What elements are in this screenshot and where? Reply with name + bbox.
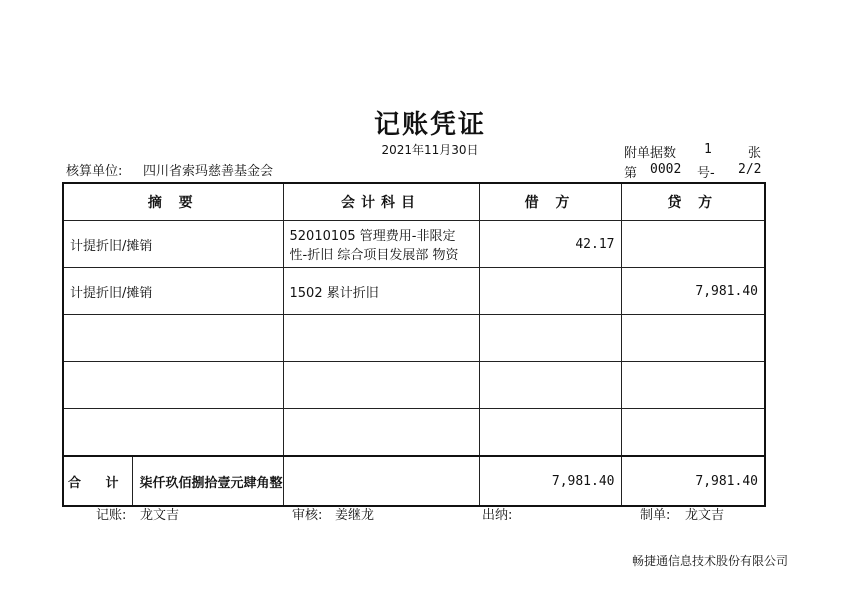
total-row — [63, 456, 765, 506]
voucher-title: 记账凭证 — [373, 110, 486, 140]
row-credit — [621, 362, 765, 409]
row-account — [283, 362, 479, 409]
total-debit: 7,981.40 — [479, 456, 621, 506]
row-credit — [621, 221, 765, 268]
voucher-number: 0002 — [650, 162, 682, 177]
voucher-page: 2/2 — [738, 162, 762, 177]
table-row — [63, 268, 765, 315]
total-label-cell — [63, 456, 283, 506]
table-header-row — [63, 183, 765, 221]
row-account — [283, 409, 479, 457]
preparer-label: 制单: — [640, 508, 671, 523]
preparer-name: 龙文吉 — [685, 508, 725, 523]
row-debit — [479, 409, 621, 457]
table-row — [63, 315, 765, 362]
row-summary: 计提折旧/摊销 — [63, 268, 283, 315]
footer-company: 畅捷通信息技术股份有限公司 — [632, 554, 789, 568]
header-debit: 借 方 — [479, 183, 621, 221]
accounting-unit-label: 核算单位: — [66, 164, 123, 179]
attachment-label: 附单据数 — [624, 146, 677, 161]
total-amount-words: 柒仟玖佰捌拾壹元肆角整 — [139, 475, 283, 491]
reviewer-label: 审核: — [292, 508, 323, 523]
row-account: 52010105 管理费用-非限定性-折旧 综合项目发展部 物资 — [283, 221, 479, 268]
row-account: 1502 累计折旧 — [283, 268, 479, 315]
reviewer-name: 姜继龙 — [335, 508, 375, 523]
row-summary — [63, 315, 283, 362]
table-row — [63, 362, 765, 409]
row-credit — [621, 315, 765, 362]
voucher-number-suffix: 号- — [697, 166, 715, 181]
row-summary — [63, 409, 283, 457]
bookkeeper-name: 龙文吉 — [140, 508, 180, 523]
row-credit — [621, 409, 765, 457]
row-summary — [63, 362, 283, 409]
table-row — [63, 221, 765, 268]
row-debit — [479, 362, 621, 409]
total-credit: 7,981.40 — [621, 456, 765, 506]
table-row — [63, 409, 765, 457]
voucher-date: 2021年11月30日 — [381, 143, 479, 157]
header-summary: 摘 要 — [63, 183, 283, 221]
total-label: 合 计 — [64, 457, 133, 505]
row-account — [283, 315, 479, 362]
voucher-table — [62, 182, 766, 507]
voucher-number-prefix: 第 — [624, 166, 638, 181]
row-credit: 7,981.40 — [621, 268, 765, 315]
row-debit: 42.17 — [479, 221, 621, 268]
row-summary: 计提折旧/摊销 — [63, 221, 283, 268]
attachment-unit: 张 — [748, 146, 762, 161]
cashier-label: 出纳: — [482, 508, 513, 523]
bookkeeper-label: 记账: — [96, 508, 127, 523]
row-debit — [479, 268, 621, 315]
header-credit: 贷 方 — [621, 183, 765, 221]
attachment-count: 1 — [704, 142, 712, 157]
header-account: 会计科目 — [283, 183, 479, 221]
total-account-cell — [283, 456, 479, 506]
accounting-unit-name: 四川省索玛慈善基金会 — [143, 164, 274, 179]
row-debit — [479, 315, 621, 362]
